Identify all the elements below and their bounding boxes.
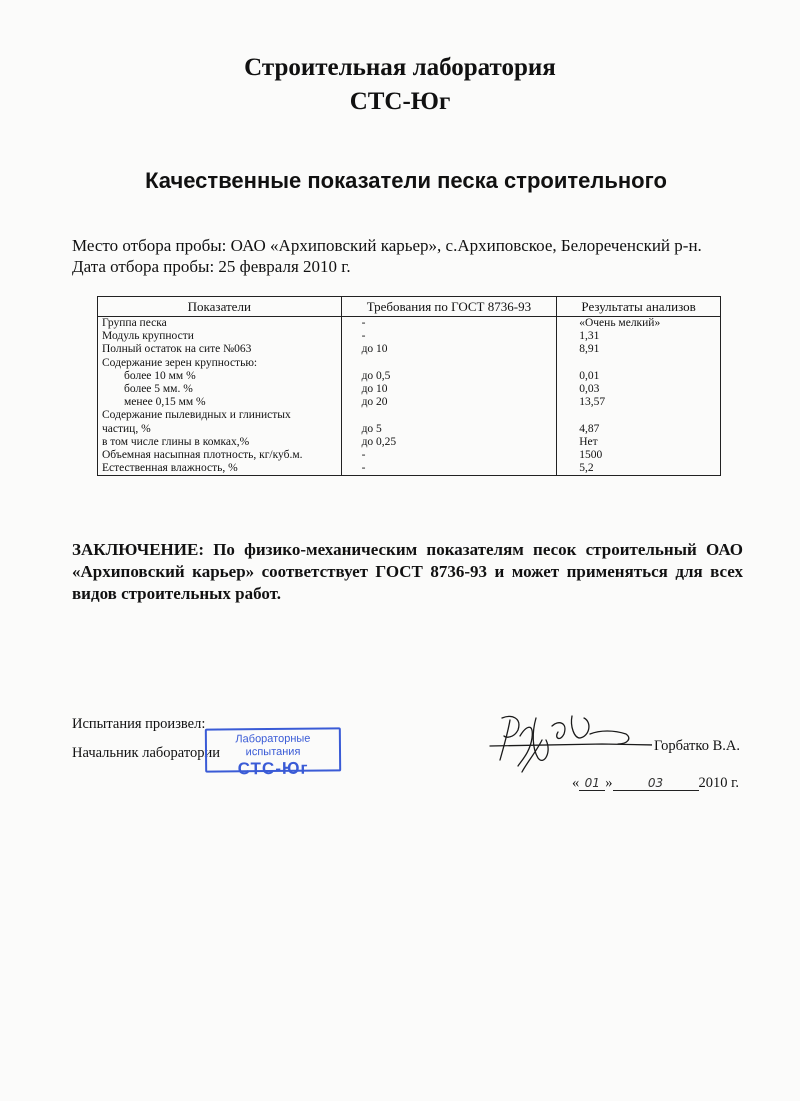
results-table bbox=[97, 296, 721, 476]
requirement-cell: до 5 bbox=[341, 423, 557, 436]
table-row bbox=[98, 383, 721, 396]
indicator-cell: частиц, % bbox=[98, 423, 342, 436]
indicator-cell: Группа песка bbox=[98, 317, 342, 331]
lab-stamp bbox=[205, 727, 341, 779]
indicator-cell: Модуль крупности bbox=[98, 330, 342, 343]
result-cell: 4,87 bbox=[557, 423, 721, 436]
result-cell: 1,31 bbox=[557, 330, 721, 343]
conclusion-text: ЗАКЛЮЧЕНИЕ: По физико-механическим показателям песок строительный ОАО «Архиповский карьер» соответствует ГОСТ 8736-93 и может применяться для всех видов строительных работ. bbox=[72, 540, 743, 603]
requirement-cell: до 0,5 bbox=[341, 370, 557, 383]
date-close-quote: » bbox=[605, 775, 613, 791]
table-row bbox=[98, 396, 721, 409]
requirement-cell bbox=[341, 357, 557, 370]
requirement-cell: - bbox=[341, 462, 557, 476]
requirement-cell bbox=[341, 409, 557, 422]
handwritten-signature bbox=[482, 708, 652, 774]
document-title: Качественные показатели песка строительного bbox=[145, 168, 667, 193]
requirement-cell: - bbox=[341, 330, 557, 343]
lab-name-title: Строительная лаборатория bbox=[244, 54, 556, 81]
indicator-cell: более 10 мм % bbox=[98, 370, 342, 383]
indicator-cell: в том числе глины в комках,% bbox=[98, 436, 342, 449]
header-indicator: Показатели bbox=[98, 297, 342, 317]
header-requirements: Требования по ГОСТ 8736-93 bbox=[341, 297, 557, 317]
head-of-lab-label: Начальник лаборатории bbox=[72, 745, 220, 761]
result-cell: 8,91 bbox=[557, 343, 721, 356]
date-open-quote: « bbox=[572, 775, 580, 791]
result-cell: 0,01 bbox=[557, 370, 721, 383]
requirement-cell: до 0,25 bbox=[341, 436, 557, 449]
stamp-line1: Лабораторные испытания bbox=[235, 732, 311, 759]
sampling-date: Дата отбора пробы: 25 февраля 2010 г. bbox=[72, 257, 351, 276]
result-cell: 5,2 bbox=[557, 462, 721, 476]
table-header-row bbox=[98, 297, 721, 317]
result-cell: 1500 bbox=[557, 449, 721, 462]
result-cell: Нет bbox=[557, 436, 721, 449]
table-row bbox=[98, 357, 721, 370]
indicator-cell: Содержание пылевидных и глинистых bbox=[98, 409, 342, 422]
lab-code-title: СТС-Юг bbox=[349, 88, 451, 115]
header-results: Результаты анализов bbox=[557, 297, 721, 317]
table-row bbox=[98, 462, 721, 476]
indicator-cell: Полный остаток на сите №063 bbox=[98, 343, 342, 356]
result-cell: «Очень мелкий» bbox=[557, 317, 721, 331]
date-year: 2010 г. bbox=[698, 775, 740, 791]
requirement-cell: - bbox=[341, 317, 557, 331]
table-row bbox=[98, 409, 721, 422]
table-row bbox=[98, 436, 721, 449]
result-cell bbox=[557, 357, 721, 370]
table-row bbox=[98, 449, 721, 462]
indicator-cell: Естественная влажность, % bbox=[98, 462, 342, 476]
requirement-cell: - bbox=[341, 449, 557, 462]
sampling-place: Место отбора пробы: ОАО «Архиповский карьер», с.Архиповское, Белореченский р-н. bbox=[72, 236, 702, 255]
table-row bbox=[98, 330, 721, 343]
table-row bbox=[98, 317, 721, 331]
table-row bbox=[98, 370, 721, 383]
table-row bbox=[98, 423, 721, 436]
indicator-cell: более 5 мм. % bbox=[98, 383, 342, 396]
signatory-name: Горбатко В.А. bbox=[654, 738, 740, 754]
requirement-cell: до 20 bbox=[341, 396, 557, 409]
result-cell: 13,57 bbox=[557, 396, 721, 409]
indicator-cell: Объемная насыпная плотность, кг/куб.м. bbox=[98, 449, 342, 462]
indicator-cell: менее 0,15 мм % bbox=[98, 396, 342, 409]
date-day: 01 bbox=[579, 777, 605, 791]
table-row bbox=[98, 343, 721, 356]
date-month: 03 bbox=[613, 777, 699, 791]
stamp-line2: СТС-Юг bbox=[237, 758, 309, 779]
result-cell bbox=[557, 409, 721, 422]
signature-date bbox=[572, 775, 739, 792]
requirement-cell: до 10 bbox=[341, 383, 557, 396]
tested-by-label: Испытания произвел: bbox=[72, 716, 206, 732]
indicator-cell: Содержание зерен крупностью: bbox=[98, 357, 342, 370]
requirement-cell: до 10 bbox=[341, 343, 557, 356]
result-cell: 0,03 bbox=[557, 383, 721, 396]
